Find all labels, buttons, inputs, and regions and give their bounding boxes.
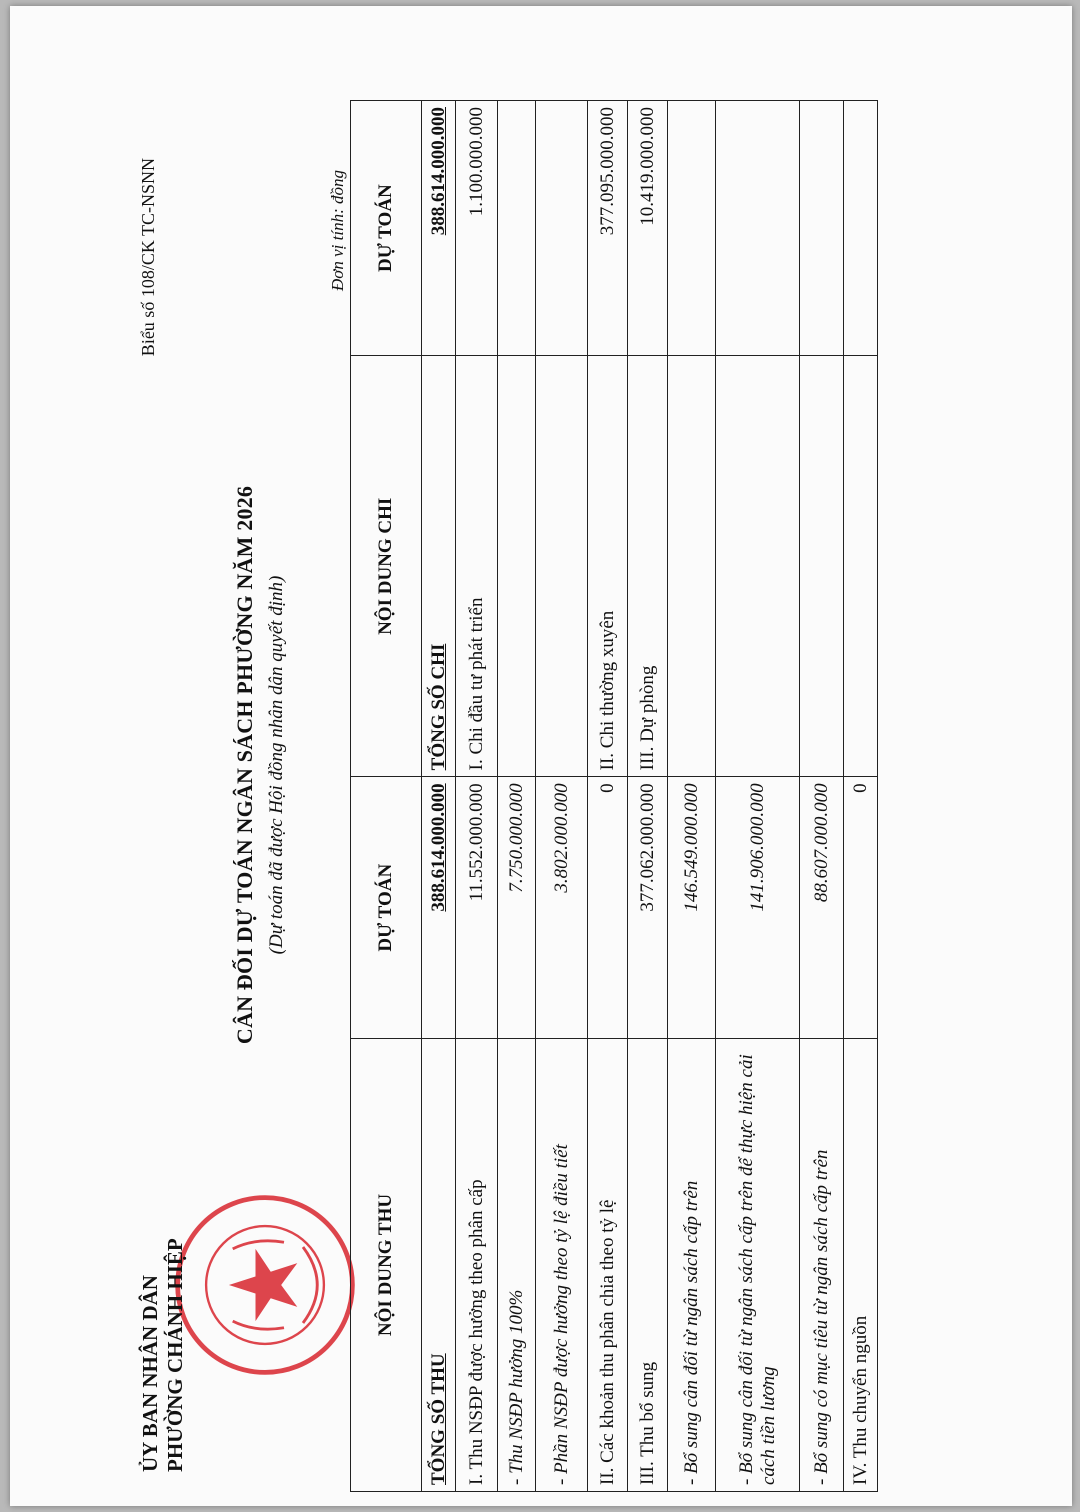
issuing-organization	[138, 1172, 188, 1472]
revenue-item: III. Thu bổ sung	[628, 1038, 668, 1491]
org-line-2: PHƯỜNG CHÁNH HIỆP	[163, 1238, 187, 1472]
expense-item: TỔNG SỐ CHI	[422, 356, 456, 777]
revenue-item: I. Thu NSĐP được hưởng theo phân cấp	[456, 1038, 498, 1491]
revenue-estimate: 377.062.000.000	[628, 777, 668, 1039]
revenue-item: - Thu NSĐP hưởng 100%	[498, 1038, 536, 1491]
expense-item: III. Dự phòng	[628, 356, 668, 777]
unit-label: Đơn vị tính: đồng	[328, 170, 347, 291]
revenue-item: - Bổ sung cân đối từ ngân sách cấp trên để thực hiện cải cách tiền lương	[716, 1038, 800, 1491]
header-expense-estimate: DỰ TOÁN	[351, 101, 422, 356]
budget-table	[350, 100, 878, 1492]
expense-estimate	[498, 101, 536, 356]
revenue-estimate: 88.607.000.000	[800, 777, 844, 1039]
revenue-item: IV. Thu chuyển nguồn	[844, 1038, 878, 1491]
table-body	[422, 101, 878, 1492]
header-expense-content: NỘI DUNG CHI	[351, 356, 422, 777]
document-title: CÂN ĐỐI DỰ TOÁN NGÂN SÁCH PHƯỜNG NĂM 2026	[232, 485, 257, 1045]
table-row	[536, 101, 588, 1492]
revenue-item: - Bổ sung cân đối từ ngân sách cấp trên	[668, 1038, 716, 1491]
table-row	[716, 101, 800, 1492]
revenue-estimate: 0	[588, 777, 628, 1039]
expense-item	[498, 356, 536, 777]
revenue-estimate: 141.906.000.000	[716, 777, 800, 1039]
expense-estimate	[668, 101, 716, 356]
table-row	[422, 101, 456, 1492]
revenue-estimate: 11.552.000.000	[456, 777, 498, 1039]
expense-item: II. Chi thường xuyên	[588, 356, 628, 777]
org-line-1: ỦY BAN NHÂN DÂN	[138, 1275, 162, 1472]
expense-item	[668, 356, 716, 777]
expense-item	[844, 356, 878, 777]
expense-item	[536, 356, 588, 777]
expense-estimate: 1.100.000.000	[456, 101, 498, 356]
revenue-item: II. Các khoản thu phân chia theo tỷ lệ	[588, 1038, 628, 1491]
expense-item: I. Chi đầu tư phát triển	[456, 356, 498, 777]
table-row	[844, 101, 878, 1492]
table-row	[628, 101, 668, 1492]
table-row	[668, 101, 716, 1492]
expense-item	[716, 356, 800, 777]
expense-estimate	[844, 101, 878, 356]
rotated-sheet	[10, 30, 1050, 1500]
table-row	[456, 101, 498, 1492]
revenue-item: - Phần NSĐP được hưởng theo tỷ lệ điều tiết	[536, 1038, 588, 1491]
expense-estimate	[536, 101, 588, 356]
expense-estimate: 388.614.000.000	[422, 101, 456, 356]
form-code: Biểu số 108/CK TC-NSNN	[138, 158, 158, 357]
official-seal	[170, 1190, 360, 1380]
table-row	[588, 101, 628, 1492]
expense-item	[800, 356, 844, 777]
revenue-item: TỔNG SỐ THU	[422, 1038, 456, 1491]
header-revenue-content: NỘI DUNG THU	[351, 1038, 422, 1491]
document-page	[10, 6, 1072, 1506]
revenue-estimate: 0	[844, 777, 878, 1039]
expense-estimate	[800, 101, 844, 356]
revenue-estimate: 7.750.000.000	[498, 777, 536, 1039]
document-subtitle: (Dự toán đã được Hội đồng nhân dân quyết định)	[266, 575, 287, 955]
revenue-estimate: 388.614.000.000	[422, 777, 456, 1039]
revenue-estimate: 146.549.000.000	[668, 777, 716, 1039]
header-revenue-estimate: DỰ TOÁN	[351, 777, 422, 1039]
revenue-item: - Bổ sung có mục tiêu từ ngân sách cấp trên	[800, 1038, 844, 1491]
expense-estimate: 10.419.000.000	[628, 101, 668, 356]
table-header-row	[351, 101, 422, 1492]
revenue-estimate: 3.802.000.000	[536, 777, 588, 1039]
table-row	[800, 101, 844, 1492]
expense-estimate	[716, 101, 800, 356]
table-row	[498, 101, 536, 1492]
expense-estimate: 377.095.000.000	[588, 101, 628, 356]
